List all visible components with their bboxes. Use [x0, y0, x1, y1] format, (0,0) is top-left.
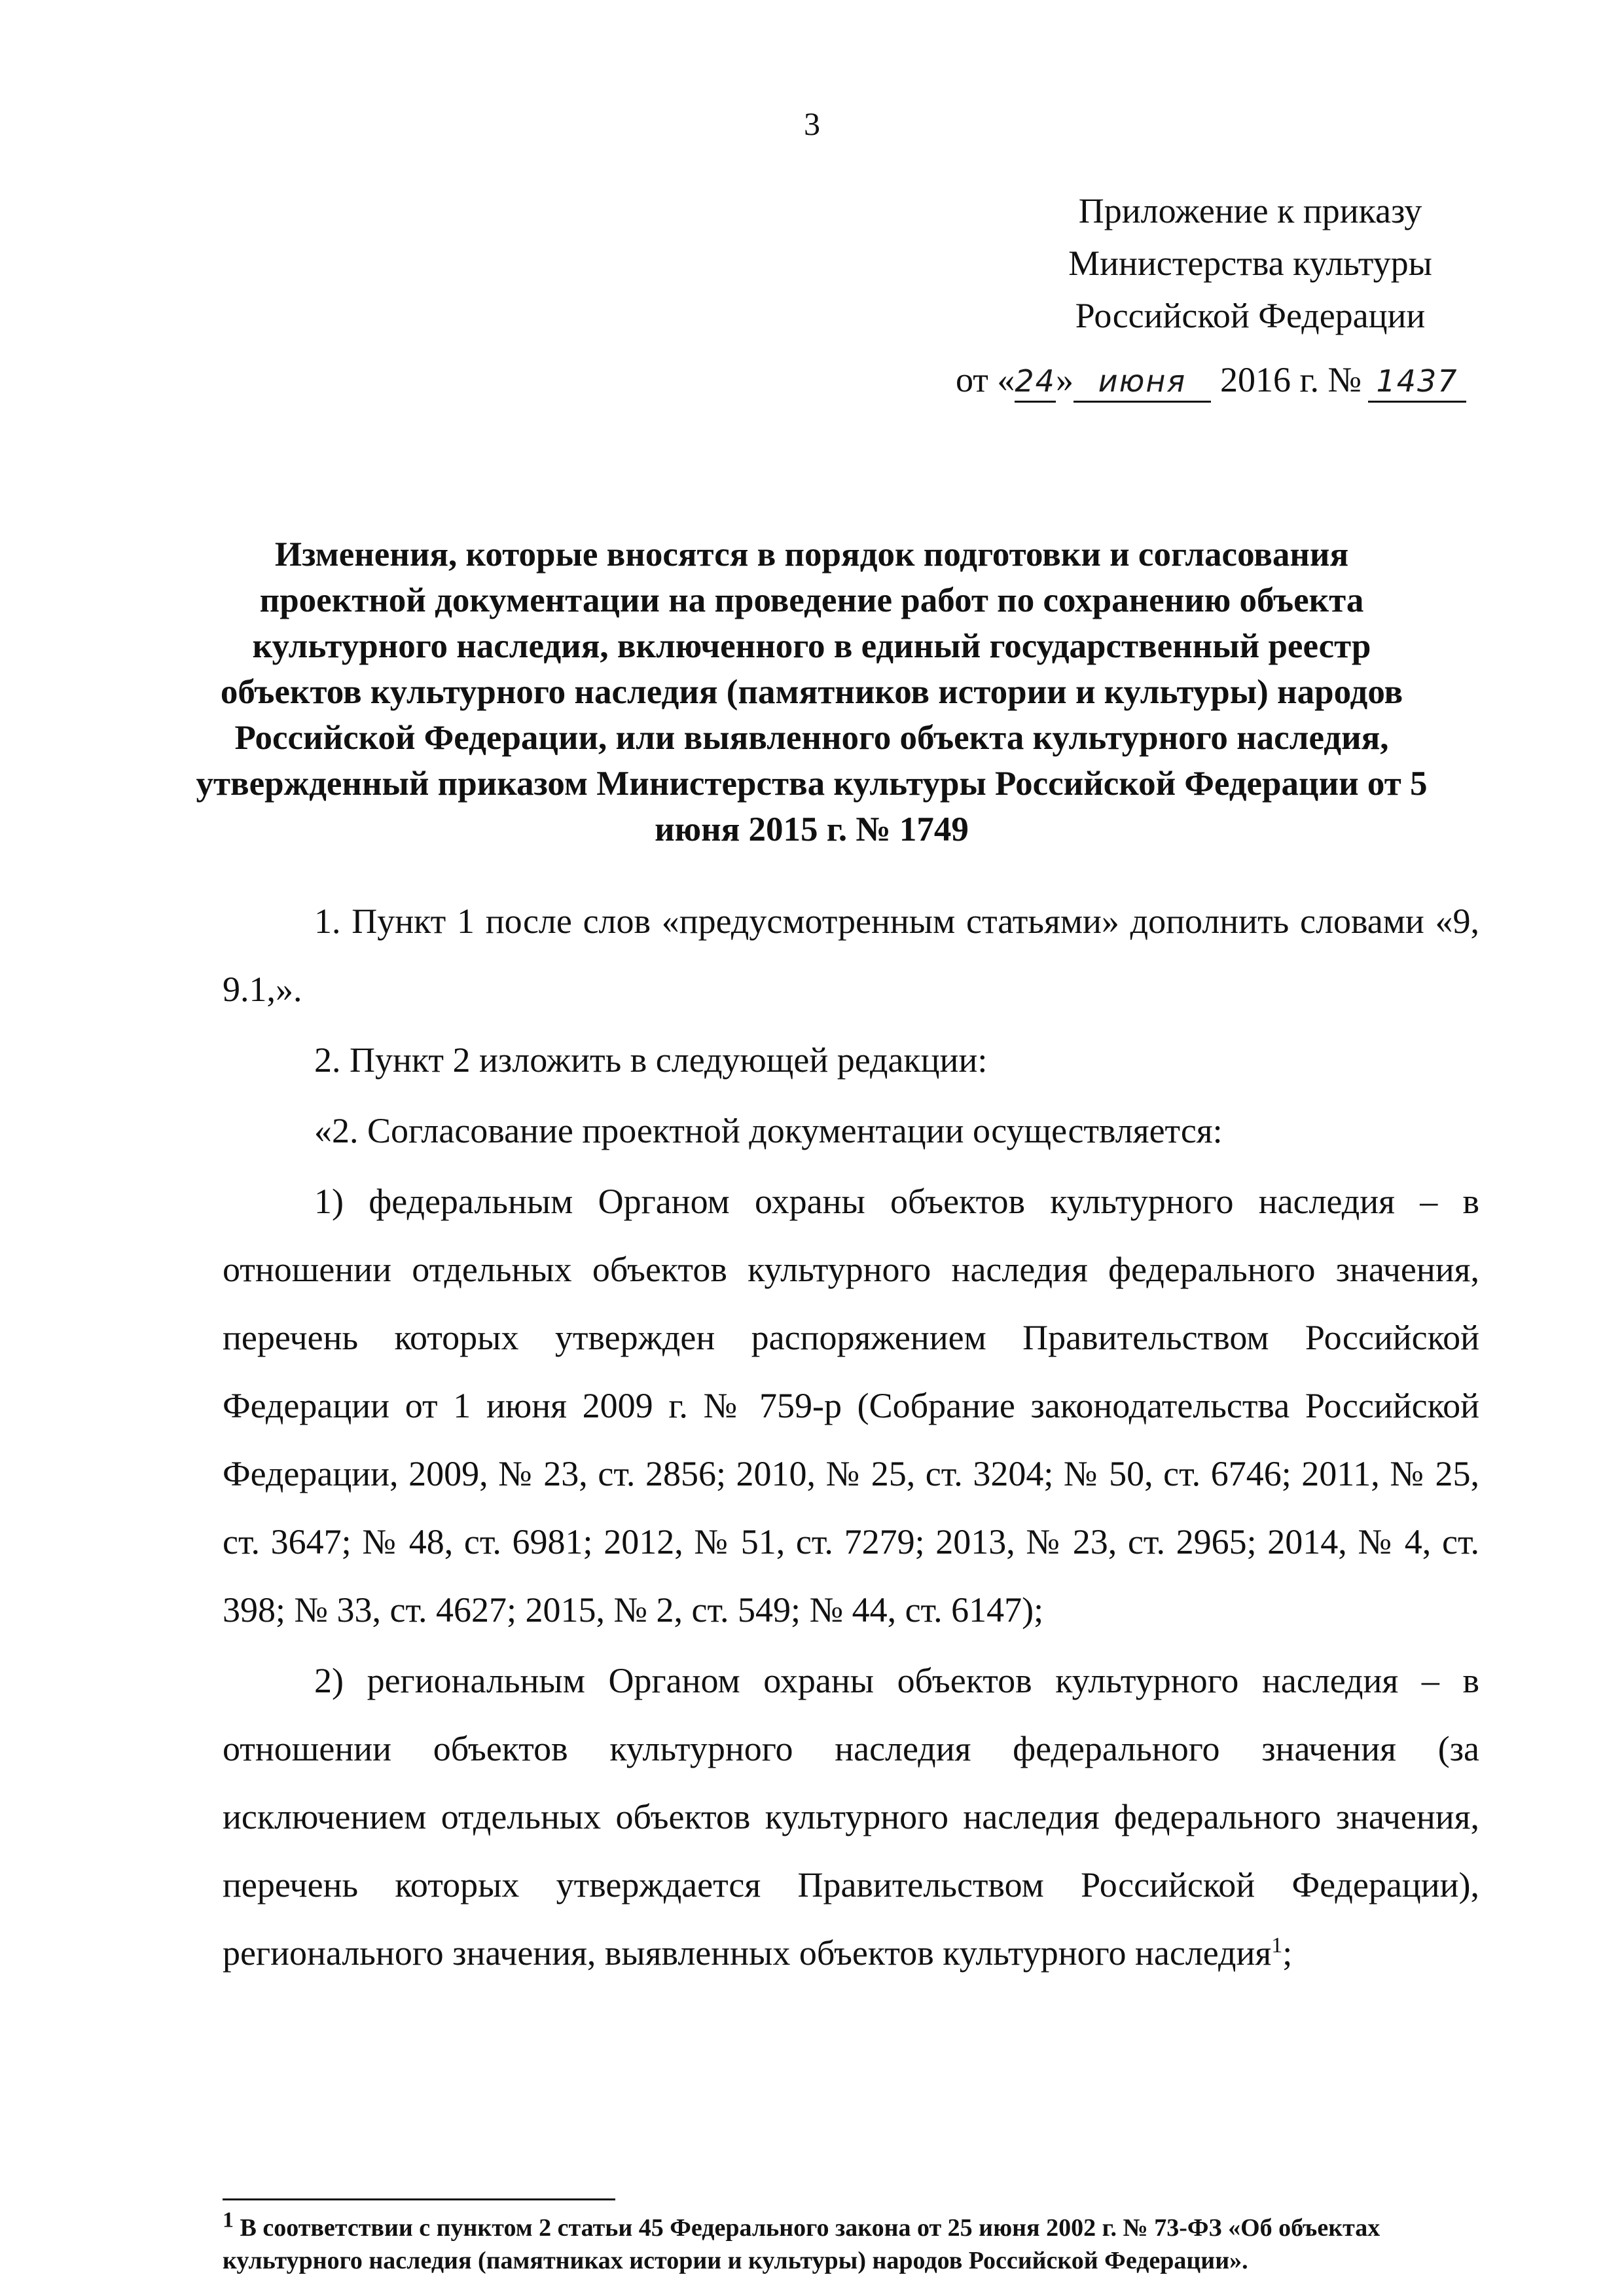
footnote-reference: 1 [1271, 1933, 1283, 1958]
footnote [223, 2208, 1479, 2277]
paragraph-5-text: 2) региональным Органом охраны объектов культурного наследия – в отношении объектов культурного наследия федерального значения (за исключением отдельных объектов культурного наследия федерального значения, перечень которых утверждается Правительством Российской Федерации), регионального значения, выявленных объектов культурного наследия [223, 1661, 1479, 1973]
order-mid: » [1055, 360, 1074, 399]
paragraph-5-end: ; [1282, 1933, 1293, 1973]
appendix-line-1: Приложение к приказу [1078, 191, 1422, 230]
appendix-line-2: Министерства культуры [1068, 244, 1432, 283]
order-number-handwritten: 1437 [1368, 361, 1466, 403]
appendix-header [1021, 185, 1479, 342]
order-prefix: от « [956, 360, 1015, 399]
paragraph-3: «2. Согласование проектной документации осуществляется: [314, 1111, 1223, 1150]
order-year: 2016 г. № [1219, 360, 1362, 399]
document-body [223, 887, 1479, 1987]
paragraph-5 [223, 1647, 1479, 1987]
document-title: Изменения, которые вносятся в порядок подготовки и согласования проектной документации на проведение работ по сохранению объекта культурного наследия, включенного в единый государственный реестр объектов культурного наследия (памятников истории и культуры) народов Российской Федерации, или выявленного объекта культурного наследия, утвержденный приказом Министерства культуры Российской Федерации от 5 июня 2015 г. № 1749 [196, 536, 1428, 848]
order-month-handwritten: июня [1074, 361, 1211, 403]
paragraph-2: 2. Пункт 2 изложить в следующей редакции: [314, 1040, 988, 1080]
footnote-text: В соответствии с пунктом 2 статьи 45 Федерального закона от 25 июня 2002 г. № 73-ФЗ «Об объектах культурного наследия (памятниках истории и культуры) народов Российской Федерации». [223, 2214, 1380, 2274]
footnote-separator [223, 2198, 615, 2200]
order-day-handwritten: 24 [1015, 361, 1056, 403]
paragraph-1: 1. Пункт 1 после слов «предусмотренным статьями» дополнить словами «9, 9.1,». [223, 902, 1479, 1009]
order-date-line [956, 354, 1479, 406]
footnote-mark: 1 [223, 2208, 234, 2232]
appendix-line-3: Российской Федерации [1075, 296, 1426, 335]
paragraph-4: 1) федеральным Органом охраны объектов культурного наследия – в отношении отдельных объектов культурного наследия федерального значения, перечень которых утвержден распоряжением Правительством Российской Федерации от 1 июня 2009 г. № 759-р (Собрание законодательства Российской Федерации, 2009, № 23, ст. 2856; 2010, № 25, ст. 3204; № 50, ст. 6746; 2011, № 25, ст. 3647; № 48, ст. 6981; 2012, № 51, ст. 7279; 2013, № 23, ст. 2965; 2014, № 4, ст. 398; № 33, ст. 4627; 2015, № 2, ст. 549; № 44, ст. 6147); [223, 1182, 1479, 1630]
page-number: 3 [804, 105, 820, 142]
